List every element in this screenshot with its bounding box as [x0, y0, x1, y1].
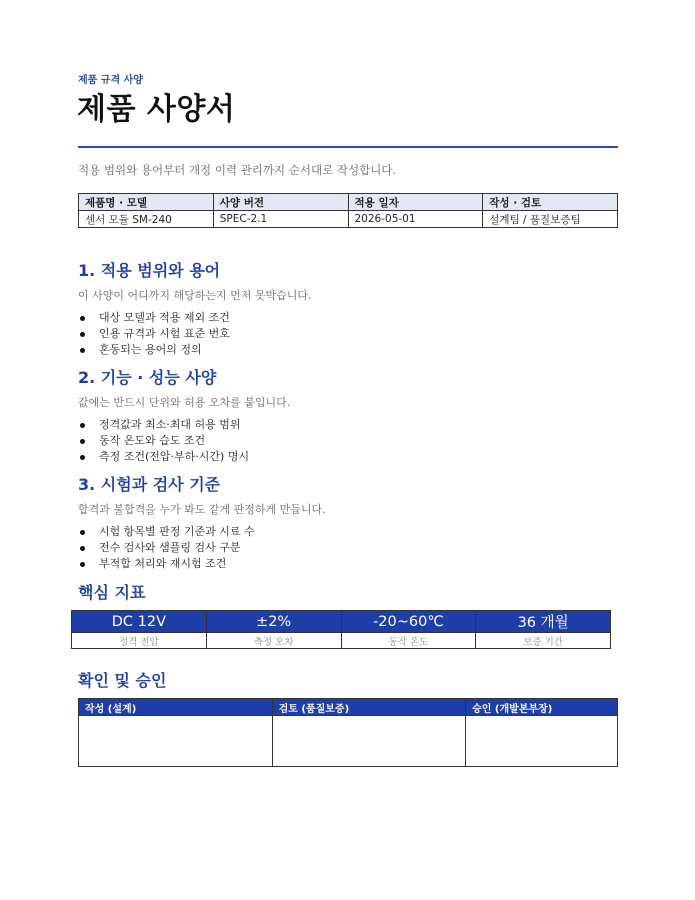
section-desc: 이 사양이 어디까지 해당하는지 먼저 못박습니다. [78, 289, 312, 302]
bullet-icon [80, 348, 85, 353]
kpi-value: 36 개월 [476, 611, 611, 633]
list-item-text: 인용 규격과 시험 표준 번호 [99, 327, 230, 340]
list-item [78, 556, 618, 572]
info-header-row [79, 194, 618, 211]
section-list [78, 417, 618, 465]
approval-signature-row [79, 716, 618, 767]
section-desc: 합격과 불합격을 누가 봐도 같게 판정하게 만듭니다. [78, 503, 326, 516]
bullet-icon [80, 423, 85, 428]
kpi-label: 동작 온도 [341, 633, 476, 649]
info-value-version: SPEC-2.1 [213, 211, 348, 228]
kpi-label: 정격 전압 [72, 633, 207, 649]
approval-header-row [79, 699, 618, 716]
section-testing [78, 472, 618, 572]
list-item-text: 정격값과 최소·최대 허용 범위 [99, 418, 241, 431]
section-list [78, 310, 618, 358]
product-info-table [78, 193, 618, 228]
bullet-icon [80, 316, 85, 321]
approval-header-author: 작성 (설계) [79, 699, 273, 716]
bullet-icon [80, 332, 85, 337]
list-item-text: 대상 모델과 적용 제외 조건 [99, 311, 230, 324]
list-item [78, 310, 618, 326]
bullet-icon [80, 546, 85, 551]
info-header-version: 사양 버전 [213, 194, 348, 211]
kpi-value-row [72, 611, 611, 633]
bullet-icon [80, 530, 85, 535]
info-header-date: 적용 일자 [348, 194, 483, 211]
list-item [78, 524, 618, 540]
bullet-icon [80, 455, 85, 460]
kpi-label-row [72, 633, 611, 649]
list-item [78, 326, 618, 342]
section-desc: 값에는 반드시 단위와 허용 오차를 붙입니다. [78, 396, 291, 409]
section-heading: 3. 시험과 검사 기준 [78, 475, 221, 494]
info-header-author: 작성 · 검토 [483, 194, 618, 211]
list-item [78, 417, 618, 433]
page-title: 제품 사양서 [77, 92, 236, 127]
list-item-text: 시험 항목별 판정 기준과 시료 수 [99, 525, 255, 538]
kpi-heading: 핵심 지표 [78, 583, 146, 602]
info-value-author: 설계팀 / 품질보증팀 [483, 211, 618, 228]
list-item-text: 동작 온도와 습도 조건 [99, 434, 206, 447]
doc-eyebrow: 제품 규격 사양 [78, 75, 143, 86]
info-value-product: 센서 모듈 SM-240 [79, 211, 214, 228]
section-heading: 1. 적용 범위와 용어 [78, 261, 221, 280]
signature-box-author[interactable] [79, 716, 273, 767]
signature-box-reviewer[interactable] [272, 716, 466, 767]
kpi-table [71, 610, 611, 649]
list-item-text: 전수 검사와 샘플링 검사 구분 [99, 541, 241, 554]
list-item [78, 433, 618, 449]
kpi-value: ±2% [206, 611, 341, 633]
info-value-row [79, 211, 618, 228]
bullet-icon [80, 562, 85, 567]
section-performance [78, 365, 618, 465]
list-item-text: 혼동되는 용어의 정의 [99, 343, 202, 356]
approval-header-reviewer: 검토 (품질보증) [272, 699, 466, 716]
approval-header-approver: 승인 (개발본부장) [466, 699, 618, 716]
bullet-icon [80, 439, 85, 444]
list-item [78, 449, 618, 465]
title-divider [78, 146, 618, 148]
kpi-label: 측정 오차 [206, 633, 341, 649]
signature-box-approver[interactable] [466, 716, 618, 767]
list-item-text: 부적합 처리와 재시험 조건 [99, 557, 227, 570]
section-list [78, 524, 618, 572]
section-scope [78, 258, 618, 358]
info-header-product: 제품명 · 모델 [79, 194, 214, 211]
approval-heading: 확인 및 승인 [78, 671, 167, 690]
kpi-value: -20~60℃ [341, 611, 476, 633]
section-heading: 2. 기능 · 성능 사양 [78, 368, 217, 387]
intro-text: 적용 범위와 용어부터 개정 이력 관리까지 순서대로 작성합니다. [78, 163, 397, 177]
kpi-label: 보증 기간 [476, 633, 611, 649]
list-item [78, 540, 618, 556]
info-value-date: 2026-05-01 [348, 211, 483, 228]
kpi-value: DC 12V [72, 611, 207, 633]
approval-table [78, 698, 618, 767]
list-item [78, 342, 618, 358]
list-item-text: 측정 조건(전압·부하·시간) 명시 [99, 450, 250, 463]
